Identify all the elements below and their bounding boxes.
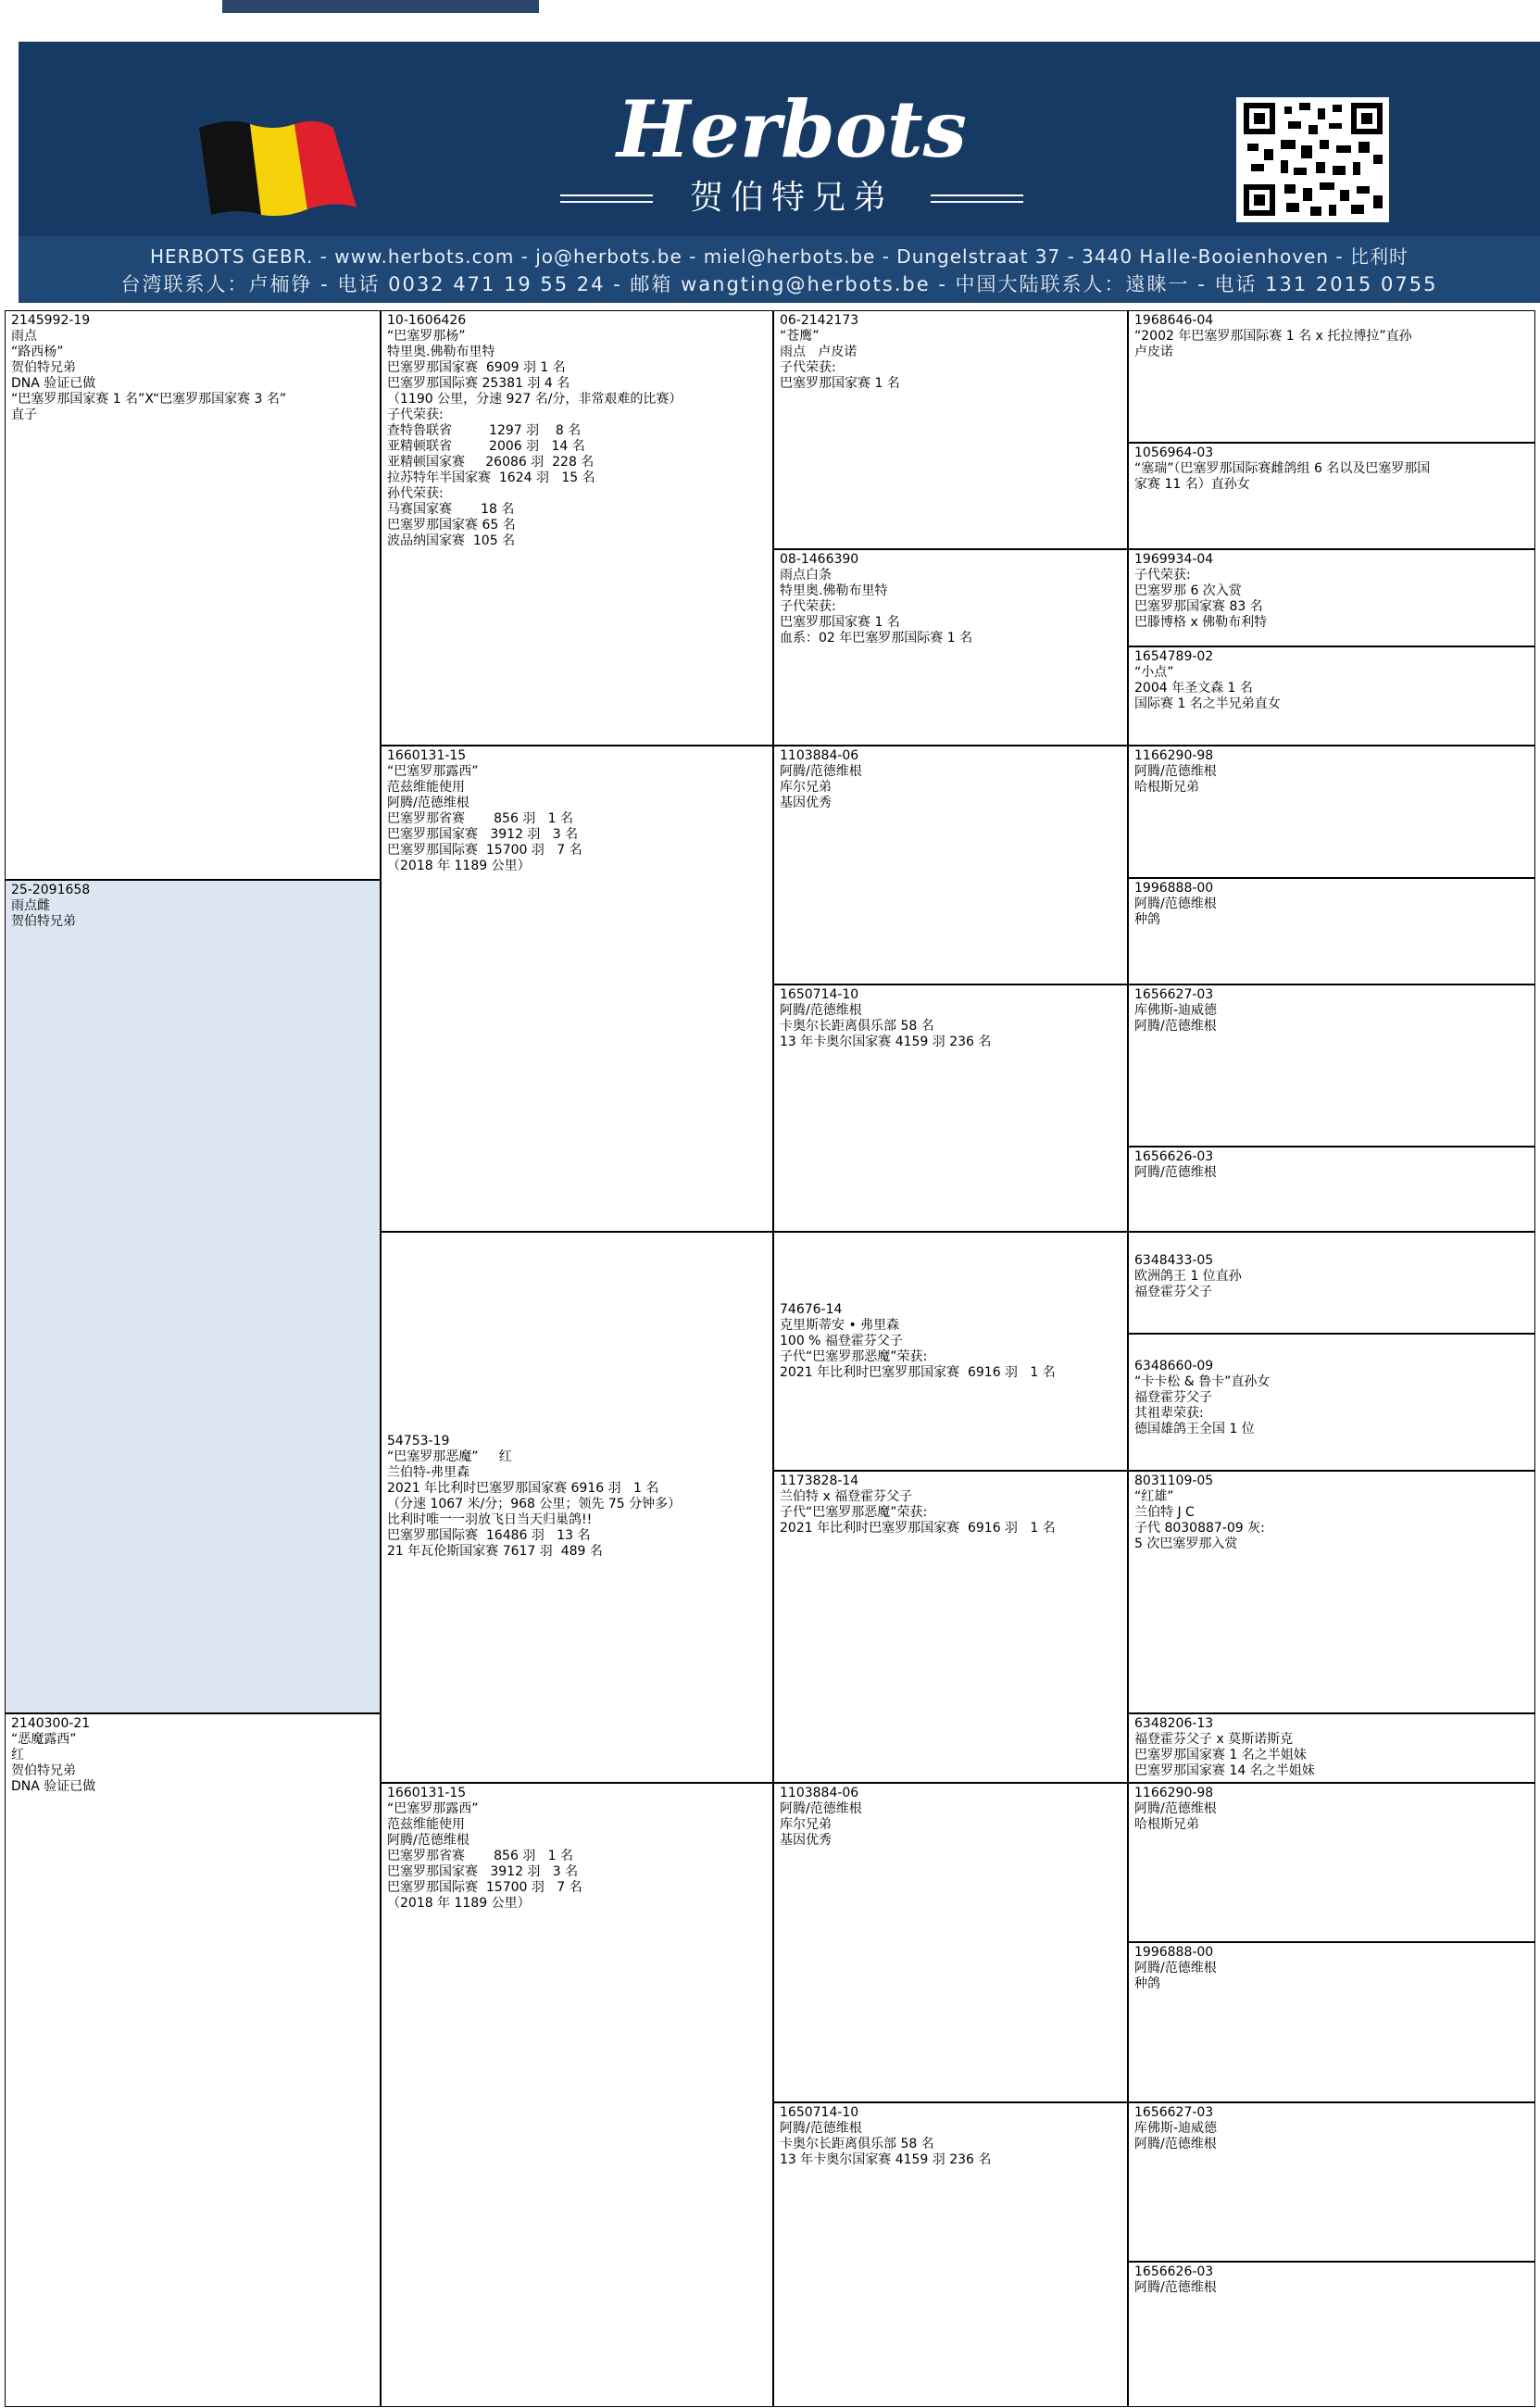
ms-ds-info: 8031109-05 “红雄” 兰伯特 J C 子代 8030887-09 灰: 5 次巴塞罗那入赏 bbox=[1134, 1474, 1265, 1551]
ms-sd-info: 6348660-09 “卡卡松 & 鲁卡”直孙女 福登霍芬父子 其祖辈荣获: 德国雄鸽王全国 1 位 bbox=[1134, 1359, 1271, 1436]
contact-line-1: HERBOTS GEBR. - www.herbots.com - jo@herbots.be - miel@herbots.be - Dungelstraat 37 - 3440 Halle-Booienhoven - 比利时 bbox=[149, 245, 1409, 268]
ms-dd-cell bbox=[1128, 1713, 1535, 1783]
pigeon-cell bbox=[5, 310, 381, 880]
db-d-cell bbox=[773, 2102, 1128, 2407]
ms-ds-cell bbox=[1128, 1471, 1535, 1713]
ms-d-info: 1173828-14 兰伯特 x 福登霍芬父子 子代“巴塞罗那恶魔”荣获: 2021 年比利时巴塞罗那国家赛 6916 羽 1 名 bbox=[780, 1474, 1056, 1536]
sds-info: 1969934-04 子代荣获: 巴塞罗那 6 次入赏 巴塞罗那国家赛 83 名 巴滕博格 x 佛勒布利特 bbox=[1134, 552, 1268, 630]
ms-dd-info: 6348206-13 福登霍芬父子 x 莫斯诺斯克 巴塞罗那国家赛 1 名之半姐妹 巴塞罗那国家赛 14 名之半姐妹 bbox=[1134, 1716, 1315, 1778]
db-s-cell bbox=[773, 1783, 1128, 2102]
sss-cell bbox=[1128, 310, 1535, 443]
sire-info: 10-1606426 “巴塞罗那杨” 特里奥.佛勒布里特 巴塞罗那国家赛 6909 羽 1 名 巴塞罗那国际赛 25381 羽 4 名 （1190 公里，分速 927 名/分，非常艰难的比赛） 子代荣获: 查特鲁联省 1297 羽 8 名 亚精顿联省 2006 羽 14 名 亚精顿国家赛 26086 羽 228 名 拉苏特年半国家赛 1624 羽 15 名 孙代荣获: 马赛国家赛 18 名 巴塞罗那国家赛 65 名 波品纳国家赛 105 名 bbox=[387, 313, 682, 548]
pigeon-info: 2145992-19 雨点 “路西杨” 贺伯特兄弟 DNA 验证已做 “巴塞罗那国家赛 1 名”X“巴塞罗那国家赛 3 名” 直子 bbox=[11, 313, 287, 422]
da-s-info: 1103884-06 阿腾/范德维根 库尔兄弟 基因优秀 bbox=[780, 748, 862, 810]
db-dd-cell bbox=[1128, 2262, 1535, 2407]
da-s-cell bbox=[773, 746, 1128, 985]
ss-info: 06-2142173 “苍鹰” 雨点 卢皮诺 子代荣获: 巴塞罗那国家赛 1 名 bbox=[780, 313, 900, 391]
da-ss-cell bbox=[1128, 746, 1535, 878]
dam-b-info: 1660131-15 “巴塞罗那露西” 范兹维能使用 阿腾/范德维根 巴塞罗那省赛 856 羽 1 名 巴塞罗那国家赛 3912 羽 3 名 巴塞罗那国际赛 15700 羽 7 名 （2018 年 1189 公里） bbox=[387, 1786, 582, 1911]
db-sd-info: 1996888-00 阿腾/范德维根 种鸽 bbox=[1134, 1945, 1217, 1991]
dam-info: 2140300-21 “恶魔露西” 红 贺伯特兄弟 DNA 验证已做 bbox=[11, 1716, 96, 1794]
ssd-cell bbox=[1128, 443, 1535, 549]
db-d-info: 1650714-10 阿腾/范德维根 卡奥尔长距离俱乐部 58 名 13 年卡奥尔国家赛 4159 羽 236 名 bbox=[780, 2105, 992, 2167]
da-sd-info: 1996888-00 阿腾/范德维根 种鸽 bbox=[1134, 881, 1217, 927]
mid-sire-info: 54753-19 “巴塞罗那恶魔” 红 兰伯特-弗里森 2021 年比利时巴塞罗那国家赛 6916 羽 1 名 （分速 1067 米/分；968 公里；领先 75 分钟多） 比利时唯一一羽放飞日当天归巢鸽!! 巴塞罗那国际赛 16486 羽 13 名 21 年瓦伦斯国家赛 7617 羽 489 名 bbox=[387, 1434, 682, 1559]
ms-s-info: 74676-14 克里斯蒂安 • 弗里森 100 % 福登霍芬父子 子代“巴塞罗那恶魔”荣获: 2021 年比利时巴塞罗那国家赛 6916 羽 1 名 bbox=[780, 1302, 1056, 1380]
ms-d-cell bbox=[773, 1471, 1128, 1783]
db-ss-cell bbox=[1128, 1783, 1535, 1942]
sdd-cell bbox=[1128, 646, 1535, 746]
db-s-info: 1103884-06 阿腾/范德维根 库尔兄弟 基因优秀 bbox=[780, 1786, 862, 1848]
sds-cell bbox=[1128, 549, 1535, 646]
ms-s-cell bbox=[773, 1232, 1128, 1471]
dam-a-cell bbox=[381, 746, 773, 1232]
da-sd-cell bbox=[1128, 878, 1535, 985]
ss-cell bbox=[773, 310, 1128, 549]
mid-pigeon-info: 25-2091658 雨点雌 贺伯特兄弟 bbox=[11, 883, 91, 929]
db-ss-info: 1166290-98 阿腾/范德维根 哈根斯兄弟 bbox=[1134, 1786, 1217, 1832]
sss-info: 1968646-04 “2002 年巴塞罗那国际赛 1 名 x 托拉博拉”直孙 卢皮诺 bbox=[1134, 313, 1412, 359]
da-ds-info: 1656627-03 库佛斯-迪威德 阿腾/范德维根 bbox=[1134, 987, 1218, 1034]
da-ss-info: 1166290-98 阿腾/范德维根 哈根斯兄弟 bbox=[1134, 748, 1217, 795]
da-dd-info: 1656626-03 阿腾/范德维根 bbox=[1134, 1149, 1217, 1180]
db-ds-info: 1656627-03 库佛斯-迪威德 阿腾/范德维根 bbox=[1134, 2105, 1218, 2151]
mid-sire-cell bbox=[381, 1232, 773, 1783]
da-dd-cell bbox=[1128, 1147, 1535, 1232]
da-d-cell bbox=[773, 985, 1128, 1232]
db-dd-info: 1656626-03 阿腾/范德维根 bbox=[1134, 2264, 1217, 2295]
da-d-info: 1650714-10 阿腾/范德维根 卡奥尔长距离俱乐部 58 名 13 年卡奥尔国家赛 4159 羽 236 名 bbox=[780, 987, 992, 1049]
sd-info: 08-1466390 雨点白条 特里奥.佛勒布里特 子代荣获: 巴塞罗那国家赛 1 名 血系：02 年巴塞罗那国际赛 1 名 bbox=[780, 552, 973, 646]
brand-logo: Herbots bbox=[617, 83, 967, 175]
dam-b-cell bbox=[381, 1783, 773, 2407]
sdd-info: 1654789-02 “小点” 2004 年圣文森 1 名 国际赛 1 名之半兄弟直女 bbox=[1134, 649, 1281, 711]
mid-pigeon-cell bbox=[5, 880, 381, 1713]
ms-ss-cell bbox=[1128, 1232, 1535, 1334]
brand-subtitle: 贺伯特兄弟 bbox=[689, 179, 894, 217]
dam-cell bbox=[5, 1713, 381, 2407]
db-sd-cell bbox=[1128, 1942, 1535, 2102]
sd-cell bbox=[773, 549, 1128, 746]
da-ds-cell bbox=[1128, 985, 1535, 1147]
contact-line-2: 台湾联系人：卢栭铮 - 电话 0032 471 19 55 24 - 邮箱 wangting@herbots.be - 中国大陆联系人：遠睐一 - 电话 131 2015 0755 bbox=[120, 273, 1438, 295]
db-ds-cell bbox=[1128, 2102, 1535, 2262]
sire-cell bbox=[381, 310, 773, 746]
ms-ss-info: 6348433-05 欧洲鸽王 1 位直孙 福登霍芬父子 bbox=[1134, 1253, 1242, 1299]
ssd-info: 1056964-03 “塞瑞”（巴塞罗那国际赛雌鸽组 6 名以及巴塞罗那国 家赛 11 名）直孙女 bbox=[1134, 445, 1431, 492]
ms-sd-cell bbox=[1128, 1334, 1535, 1471]
dam-a-info: 1660131-15 “巴塞罗那露西” 范兹维能使用 阿腾/范德维根 巴塞罗那省赛 856 羽 1 名 巴塞罗那国家赛 3912 羽 3 名 巴塞罗那国际赛 15700 羽 7 名 （2018 年 1189 公里） bbox=[387, 748, 582, 873]
